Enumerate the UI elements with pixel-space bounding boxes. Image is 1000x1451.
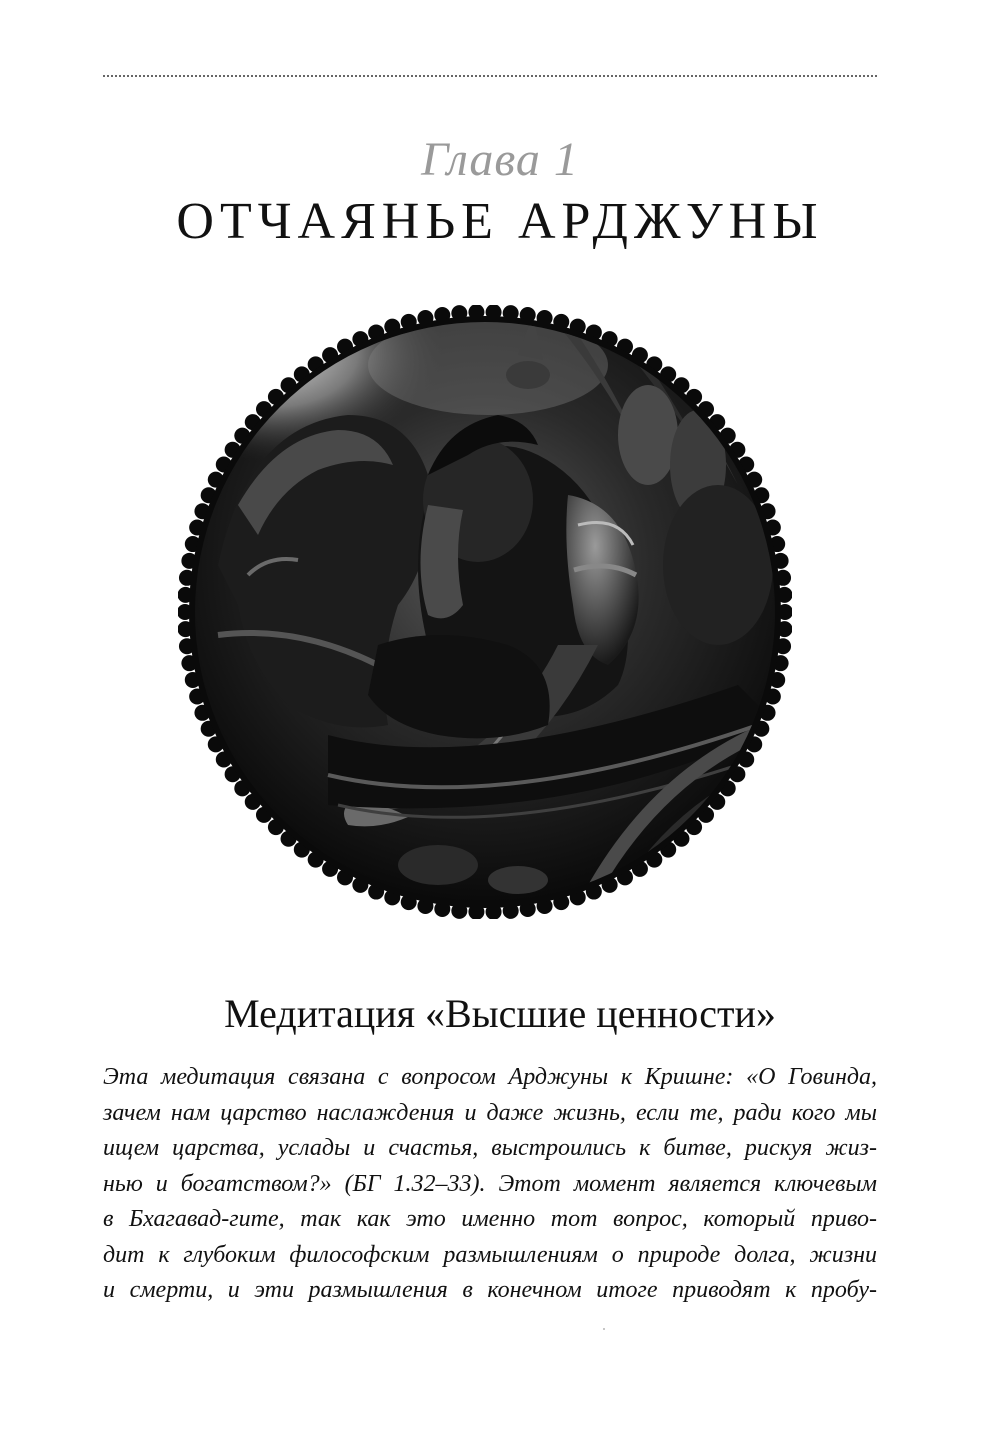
section-heading: Медитация «Высшие ценности»: [224, 991, 776, 1036]
body-line: дит к глубоким философским размышлениям о природе долга, жизни: [103, 1241, 877, 1268]
body-line: в Бхагавад-гите, так как это именно тот вопрос, который приво-: [103, 1206, 877, 1232]
page-speck: [603, 1328, 605, 1330]
body-paragraph: [103, 1060, 877, 1309]
body-line: зачем нам царство наслаждения и даже жизнь, если те, ради кого мы: [103, 1099, 877, 1126]
body-line: и смерти, и эти размышления в конечном итоге приводят к пробу-: [103, 1277, 877, 1303]
chapter-title: ОТЧАЯНЬЕ АРДЖУНЫ: [176, 193, 824, 250]
body-line: Эта медитация связана с вопросом Арджуны к Кришне: «О Говинда,: [103, 1064, 877, 1090]
body-line: нью и богатством?» (БГ 1.32–33). Этот момент является ключевым: [103, 1170, 877, 1197]
body-line: ищем царства, услады и счастья, выстроились к битве, рискуя жиз-: [103, 1135, 877, 1161]
top-dotted-rule: [103, 75, 877, 77]
warrior-in-chariot-illustration: [178, 305, 792, 919]
chapter-label: Глава 1: [421, 133, 579, 186]
